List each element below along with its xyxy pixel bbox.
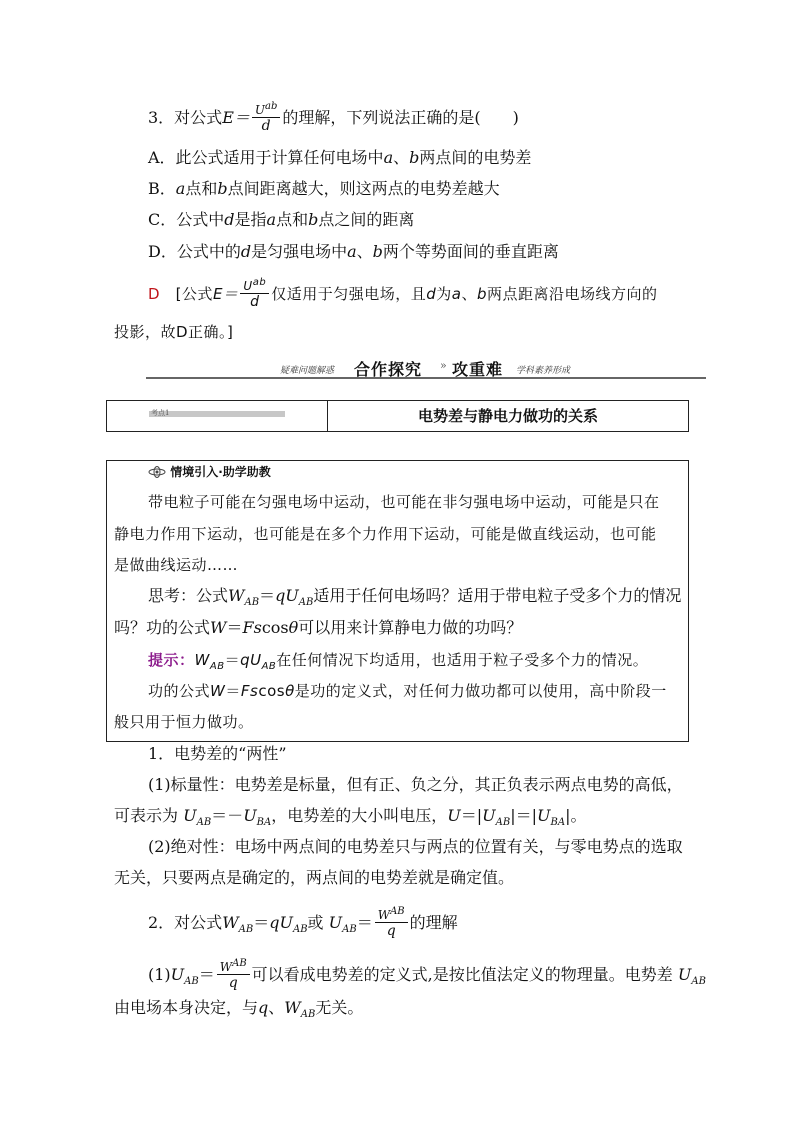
section2-p1-line2: 由电场本身决定，与q、$W_{AB}$无关。 <box>114 998 364 1021</box>
scene-work-line-1: 功的公式W＝Fscosθ是功的定义式，对任何力做功都可以使用，高中阶段一 <box>148 682 667 700</box>
topic-tag-cell <box>107 401 328 431</box>
scene-line-1: 带电粒子可能在匀强电场中运动，也可能在非匀强电场中运动，可能是只在 <box>148 493 660 511</box>
q3-option-c: C．公式中d是指a点和b点之间的距离 <box>148 210 415 229</box>
hint-label: 提示： <box>148 651 195 669</box>
section1-p2-line1: (2)绝对性：电场中两点间的电势差只与两点的位置有关，与零电势点的选取 <box>148 837 683 856</box>
topic-title: 电势差与静电力做功的关系 <box>417 407 598 425</box>
scene-think-line-1: 思考：公式$W_{AB}=qU_{AB}$适用于任何电场吗？适用于带电粒子受多个力的情况 <box>148 586 682 609</box>
section1-p1-line2: 可表示为 $U_{AB}=-U_{BA}$，电势差的大小叫电压，$U=|U_{AB}|=|U_{BA}|$。 <box>114 806 587 829</box>
scene-work-line-2: 般只用于恒力做功。 <box>114 713 254 731</box>
section2-p1-line1: $(1)U_{AB}=$ $\frac{W^{AB}}{q}$ 可以看成电势差的定义式,是按比值法定义的物理量。电势差 $U_{AB}$ <box>148 958 706 991</box>
section1-heading: 1．电势差的“两性” <box>148 744 287 763</box>
scene-think-line-2: 吗？功的公式W＝Fscosθ可以用来计算静电力做的功吗？ <box>114 618 523 637</box>
section1-p2-line2: 无关，只要两点是确定的，两点间的电势差就是确定值。 <box>114 868 515 887</box>
answer-letter: D <box>148 285 161 303</box>
fraction-W-over-q: $\frac{W^{AB}}{q}$ <box>217 960 250 991</box>
q3-option-d: D．公式中的d是匀强电场中a、b两个等势面间的垂直距离 <box>148 242 559 261</box>
q3-answer: D [公式E＝ $\frac{U^{ab}}{d}$ 仅适用于匀强电场，且d为a、b两点距离沿电场线方向的 <box>148 277 658 310</box>
q3-stem: 3．对公式E＝ $\frac{U^{ab}}{d}$ 的理解，下列说法正确的是( ) <box>148 101 519 134</box>
scene-header: 情境引入·助学助教 <box>148 463 271 481</box>
divider-rule <box>146 377 706 379</box>
fraction-U-over-d: $\frac{U^{ab}}{d}$ <box>240 279 269 310</box>
scene-line-3: 是做曲线运动…… <box>114 556 239 574</box>
section2-heading: 2．对公式$W_{AB}=qU_{AB}$或 $U_{AB}=$ $\frac{W^{AB}}{q}$ 的理解 <box>148 906 458 939</box>
section-divider: 疑难问题解惑 合作探究 » 攻重难 学科素养形成 <box>146 355 706 381</box>
q3-option-a: A．此公式适用于计算任何电场中a、b两点间的电势差 <box>148 148 532 167</box>
scene-line-2: 静电力作用下运动，也可能是在多个力作用下运动，可能是做直线运动，也可能 <box>114 525 657 543</box>
section1-p1-line1: (1)标量性：电势差是标量，但有正、负之分，其正负表示两点电势的高低， <box>148 775 683 794</box>
atom-icon <box>148 466 166 478</box>
q3-option-b: B．a点和b点间距离越大，则这两点的电势差越大 <box>148 179 500 198</box>
fraction-W-over-q: $\frac{W^{AB}}{q}$ <box>375 908 408 939</box>
topic-header-box <box>106 400 689 432</box>
fraction-U-over-d: $\frac{U^{ab}}{d}$ <box>252 103 281 134</box>
topic-tag: 考点1 <box>149 411 285 417</box>
q3-answer-line2: 投影，故D正确。] <box>114 323 234 341</box>
double-chevron-icon: » <box>440 359 447 372</box>
scene-hint: 提示：$W_{AB}=qU_{AB}$在任何情况下均适用，也适用于粒子受多个力的情况。 <box>148 651 649 672</box>
